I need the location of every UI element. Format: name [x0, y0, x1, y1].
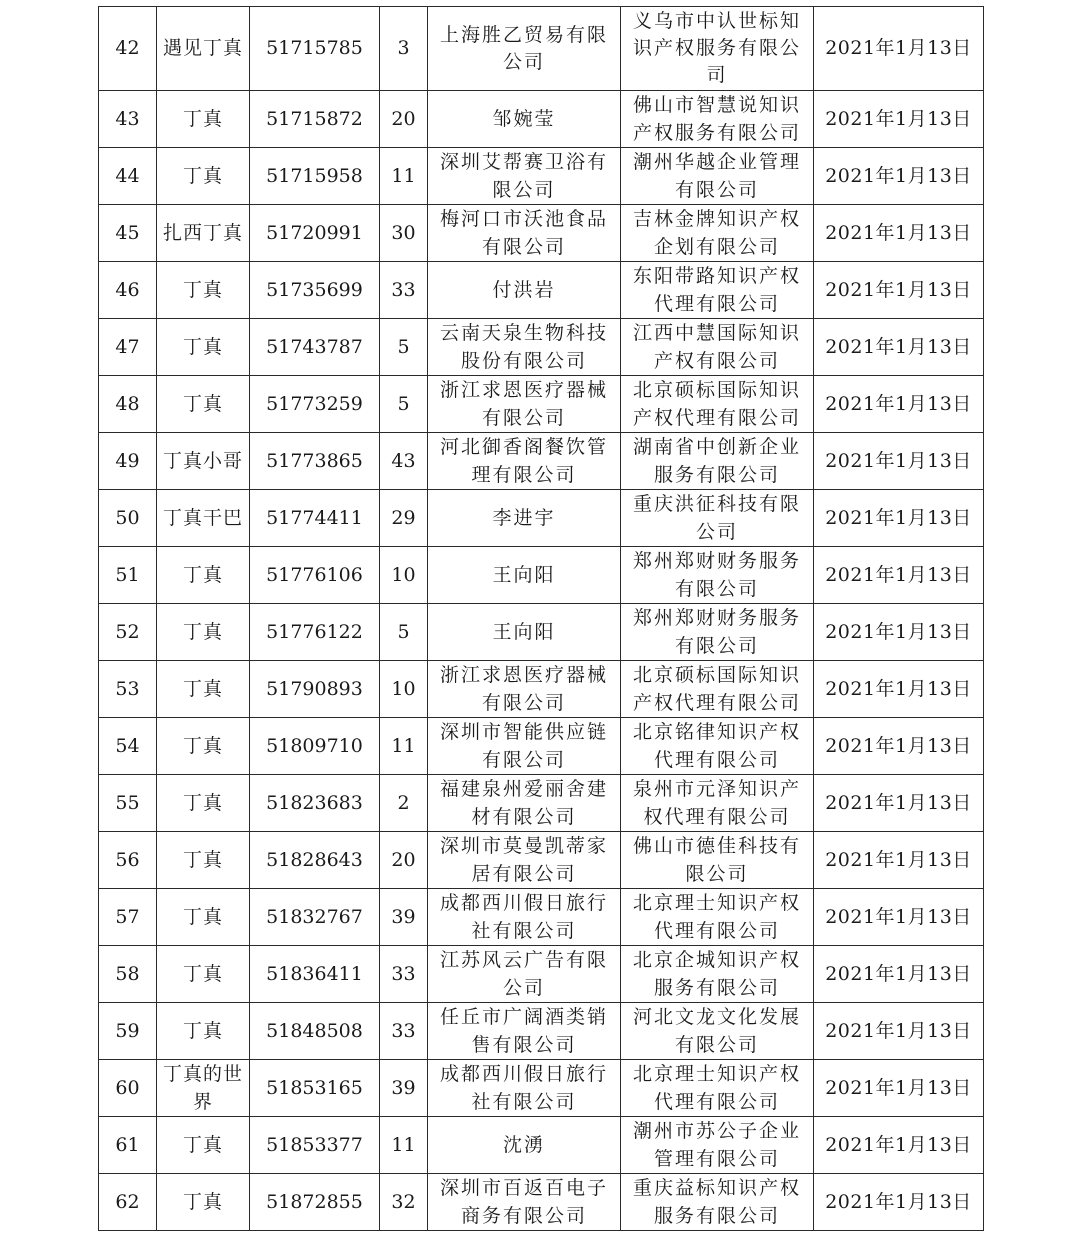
applicant-cell: 王向阳	[428, 547, 621, 604]
registration-number-cell: 51828643	[250, 832, 380, 889]
agent-cell: 北京铭律知识产权代理有限公司	[621, 718, 814, 775]
row-number-cell: 61	[99, 1117, 157, 1174]
registration-number-cell: 51836411	[250, 946, 380, 1003]
date-cell: 2021年1月13日	[814, 1174, 984, 1231]
table-row	[99, 262, 984, 319]
agent-cell: 北京企城知识产权服务有限公司	[621, 946, 814, 1003]
trademark-name-cell: 丁真	[157, 148, 250, 205]
row-number-cell: 44	[99, 148, 157, 205]
class-cell: 29	[380, 490, 428, 547]
trademark-name-cell: 扎西丁真	[157, 205, 250, 262]
row-number-cell: 42	[99, 7, 157, 91]
trademark-name-cell: 丁真	[157, 547, 250, 604]
trademark-name-cell: 丁真	[157, 1117, 250, 1174]
table-row	[99, 433, 984, 490]
class-cell: 3	[380, 7, 428, 91]
agent-cell: 北京硕标国际知识产权代理有限公司	[621, 661, 814, 718]
registration-number-cell: 51832767	[250, 889, 380, 946]
class-cell: 2	[380, 775, 428, 832]
table-row	[99, 1117, 984, 1174]
agent-cell: 郑州郑财财务服务有限公司	[621, 547, 814, 604]
row-number-cell: 49	[99, 433, 157, 490]
row-number-cell: 62	[99, 1174, 157, 1231]
registration-number-cell: 51853377	[250, 1117, 380, 1174]
registration-number-cell: 51735699	[250, 262, 380, 319]
registration-number-cell: 51715785	[250, 7, 380, 91]
trademark-name-cell: 丁真	[157, 718, 250, 775]
date-cell: 2021年1月13日	[814, 205, 984, 262]
row-number-cell: 60	[99, 1060, 157, 1117]
applicant-cell: 成都西川假日旅行社有限公司	[428, 1060, 621, 1117]
class-cell: 33	[380, 946, 428, 1003]
trademark-name-cell: 丁真	[157, 661, 250, 718]
applicant-cell: 邹婉莹	[428, 91, 621, 148]
row-number-cell: 48	[99, 376, 157, 433]
date-cell: 2021年1月13日	[814, 547, 984, 604]
date-cell: 2021年1月13日	[814, 148, 984, 205]
table-row	[99, 376, 984, 433]
registration-number-cell: 51773259	[250, 376, 380, 433]
applicant-cell: 浙江求恩医疗器械有限公司	[428, 376, 621, 433]
class-cell: 20	[380, 91, 428, 148]
table-row	[99, 205, 984, 262]
registration-number-cell: 51848508	[250, 1003, 380, 1060]
table-row	[99, 1003, 984, 1060]
class-cell: 32	[380, 1174, 428, 1231]
applicant-cell: 沈湧	[428, 1117, 621, 1174]
trademark-name-cell: 丁真	[157, 319, 250, 376]
agent-cell: 东阳带路知识产权代理有限公司	[621, 262, 814, 319]
class-cell: 5	[380, 376, 428, 433]
class-cell: 10	[380, 547, 428, 604]
applicant-cell: 成都西川假日旅行社有限公司	[428, 889, 621, 946]
registration-number-cell: 51790893	[250, 661, 380, 718]
registration-number-cell: 51853165	[250, 1060, 380, 1117]
applicant-cell: 上海胜乙贸易有限公司	[428, 7, 621, 91]
row-number-cell: 43	[99, 91, 157, 148]
registration-number-cell: 51872855	[250, 1174, 380, 1231]
trademark-name-cell: 丁真干巴	[157, 490, 250, 547]
date-cell: 2021年1月13日	[814, 262, 984, 319]
agent-cell: 江西中慧国际知识产权有限公司	[621, 319, 814, 376]
trademark-name-cell: 丁真	[157, 376, 250, 433]
applicant-cell: 王向阳	[428, 604, 621, 661]
row-number-cell: 51	[99, 547, 157, 604]
date-cell: 2021年1月13日	[814, 1117, 984, 1174]
table-row	[99, 832, 984, 889]
table-row	[99, 889, 984, 946]
date-cell: 2021年1月13日	[814, 1003, 984, 1060]
agent-cell: 北京理士知识产权代理有限公司	[621, 1060, 814, 1117]
table-row	[99, 718, 984, 775]
class-cell: 33	[380, 262, 428, 319]
applicant-cell: 河北御香阁餐饮管理有限公司	[428, 433, 621, 490]
agent-cell: 吉林金牌知识产权企划有限公司	[621, 205, 814, 262]
class-cell: 11	[380, 718, 428, 775]
agent-cell: 湖南省中创新企业服务有限公司	[621, 433, 814, 490]
row-number-cell: 50	[99, 490, 157, 547]
registration-number-cell: 51743787	[250, 319, 380, 376]
row-number-cell: 53	[99, 661, 157, 718]
applicant-cell: 浙江求恩医疗器械有限公司	[428, 661, 621, 718]
row-number-cell: 46	[99, 262, 157, 319]
agent-cell: 佛山市德佳科技有限公司	[621, 832, 814, 889]
class-cell: 43	[380, 433, 428, 490]
class-cell: 5	[380, 604, 428, 661]
class-cell: 10	[380, 661, 428, 718]
date-cell: 2021年1月13日	[814, 832, 984, 889]
agent-cell: 潮州市苏公子企业管理有限公司	[621, 1117, 814, 1174]
agent-cell: 泉州市元泽知识产权代理有限公司	[621, 775, 814, 832]
registration-number-cell: 51823683	[250, 775, 380, 832]
date-cell: 2021年1月13日	[814, 319, 984, 376]
table-row	[99, 775, 984, 832]
date-cell: 2021年1月13日	[814, 376, 984, 433]
date-cell: 2021年1月13日	[814, 91, 984, 148]
class-cell: 11	[380, 148, 428, 205]
applicant-cell: 付洪岩	[428, 262, 621, 319]
applicant-cell: 江苏风云广告有限公司	[428, 946, 621, 1003]
agent-cell: 潮州华越企业管理有限公司	[621, 148, 814, 205]
date-cell: 2021年1月13日	[814, 775, 984, 832]
agent-cell: 河北文龙文化发展有限公司	[621, 1003, 814, 1060]
row-number-cell: 56	[99, 832, 157, 889]
date-cell: 2021年1月13日	[814, 946, 984, 1003]
row-number-cell: 59	[99, 1003, 157, 1060]
date-cell: 2021年1月13日	[814, 490, 984, 547]
registration-number-cell: 51809710	[250, 718, 380, 775]
trademark-name-cell: 丁真小哥	[157, 433, 250, 490]
trademark-name-cell: 遇见丁真	[157, 7, 250, 91]
registration-number-cell: 51776106	[250, 547, 380, 604]
class-cell: 33	[380, 1003, 428, 1060]
applicant-cell: 云南天泉生物科技股份有限公司	[428, 319, 621, 376]
applicant-cell: 福建泉州爱丽舍建材有限公司	[428, 775, 621, 832]
table-row	[99, 1174, 984, 1231]
trademark-name-cell: 丁真	[157, 832, 250, 889]
applicant-cell: 深圳艾帮赛卫浴有限公司	[428, 148, 621, 205]
applicant-cell: 梅河口市沃池食品有限公司	[428, 205, 621, 262]
applicant-cell: 深圳市百返百电子商务有限公司	[428, 1174, 621, 1231]
row-number-cell: 52	[99, 604, 157, 661]
applicant-cell: 深圳市智能供应链有限公司	[428, 718, 621, 775]
row-number-cell: 58	[99, 946, 157, 1003]
row-number-cell: 57	[99, 889, 157, 946]
table-row	[99, 1060, 984, 1117]
trademark-name-cell: 丁真	[157, 1174, 250, 1231]
row-number-cell: 45	[99, 205, 157, 262]
row-number-cell: 54	[99, 718, 157, 775]
trademark-name-cell: 丁真	[157, 775, 250, 832]
agent-cell: 义乌市中认世标知识产权服务有限公司	[621, 7, 814, 91]
date-cell: 2021年1月13日	[814, 1060, 984, 1117]
date-cell: 2021年1月13日	[814, 604, 984, 661]
agent-cell: 佛山市智慧说知识产权服务有限公司	[621, 91, 814, 148]
table-row	[99, 661, 984, 718]
date-cell: 2021年1月13日	[814, 433, 984, 490]
agent-cell: 北京理士知识产权代理有限公司	[621, 889, 814, 946]
table-row	[99, 547, 984, 604]
class-cell: 39	[380, 1060, 428, 1117]
applicant-cell: 任丘市广阔酒类销售有限公司	[428, 1003, 621, 1060]
class-cell: 5	[380, 319, 428, 376]
agent-cell: 郑州郑财财务服务有限公司	[621, 604, 814, 661]
registration-number-cell: 51774411	[250, 490, 380, 547]
trademark-name-cell: 丁真的世界	[157, 1060, 250, 1117]
agent-cell: 重庆益标知识产权服务有限公司	[621, 1174, 814, 1231]
registration-number-cell: 51776122	[250, 604, 380, 661]
applicant-cell: 李进宇	[428, 490, 621, 547]
class-cell: 30	[380, 205, 428, 262]
table-row	[99, 490, 984, 547]
table-row	[99, 604, 984, 661]
table-body	[99, 7, 984, 1231]
trademark-name-cell: 丁真	[157, 262, 250, 319]
registration-number-cell: 51773865	[250, 433, 380, 490]
registration-number-cell: 51715958	[250, 148, 380, 205]
table-row	[99, 91, 984, 148]
agent-cell: 北京硕标国际知识产权代理有限公司	[621, 376, 814, 433]
table-row	[99, 319, 984, 376]
date-cell: 2021年1月13日	[814, 889, 984, 946]
trademark-name-cell: 丁真	[157, 889, 250, 946]
applicant-cell: 深圳市莫曼凯蒂家居有限公司	[428, 832, 621, 889]
row-number-cell: 55	[99, 775, 157, 832]
agent-cell: 重庆洪征科技有限公司	[621, 490, 814, 547]
date-cell: 2021年1月13日	[814, 718, 984, 775]
trademark-name-cell: 丁真	[157, 91, 250, 148]
table-row	[99, 148, 984, 205]
trademark-name-cell: 丁真	[157, 946, 250, 1003]
table-row	[99, 946, 984, 1003]
trademark-name-cell: 丁真	[157, 604, 250, 661]
class-cell: 11	[380, 1117, 428, 1174]
trademark-table	[98, 6, 984, 1231]
registration-number-cell: 51715872	[250, 91, 380, 148]
date-cell: 2021年1月13日	[814, 661, 984, 718]
class-cell: 39	[380, 889, 428, 946]
date-cell: 2021年1月13日	[814, 7, 984, 91]
registration-number-cell: 51720991	[250, 205, 380, 262]
trademark-name-cell: 丁真	[157, 1003, 250, 1060]
class-cell: 20	[380, 832, 428, 889]
row-number-cell: 47	[99, 319, 157, 376]
table-row	[99, 7, 984, 91]
